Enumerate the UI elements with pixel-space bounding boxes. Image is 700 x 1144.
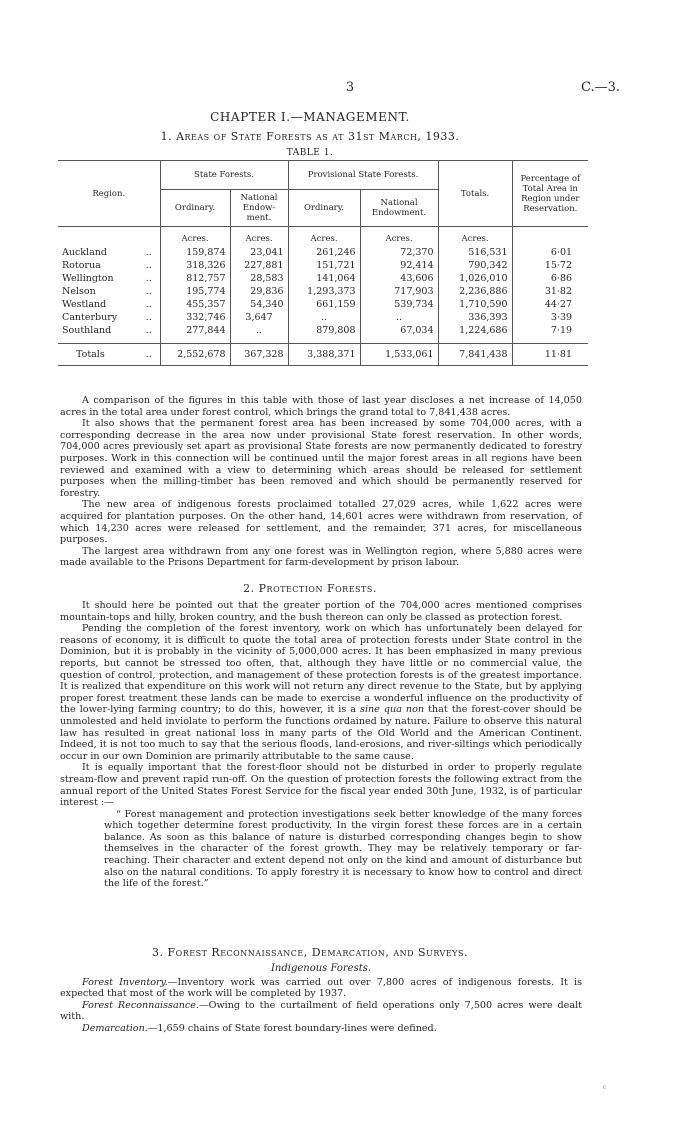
totals-row — [58, 344, 588, 366]
cell-prov-ordinary: 879,808 — [288, 324, 360, 344]
cell-ordinary: 195,774 — [160, 285, 230, 298]
unit-label: Acres. — [438, 227, 512, 247]
cell-total: 516,531 — [438, 246, 512, 259]
cell-prov-ordinary: 661,159 — [288, 298, 360, 311]
cell-region: Nelson — [62, 286, 96, 297]
unit-label: Acres. — [160, 227, 230, 247]
paragraph — [60, 1000, 582, 1023]
cell-national-endow: 28,583 — [230, 272, 288, 285]
latin-phrase: sine qua non — [360, 704, 425, 716]
unit-label: Acres. — [288, 227, 360, 247]
subsection-title: Indigenous Forests. — [270, 963, 372, 974]
header-region: Region. — [58, 161, 160, 227]
cell-percentage: 44·27 — [512, 298, 588, 311]
section-1-title: 1. Areas of State Forests as at 31st March, 1933. — [160, 130, 460, 143]
cell-prov-national-total: 1,533,061 — [360, 344, 438, 366]
cell-percentage: 6·86 — [512, 272, 588, 285]
cell-prov-national: 43,606 — [360, 272, 438, 285]
cell-prov-national: 717,903 — [360, 285, 438, 298]
section-2-body — [60, 600, 582, 890]
cell-ordinary-total: 2,552,678 — [160, 344, 230, 366]
paragraph: It is equally important that the forest-floor should not be disturbed in order to properly regulate stream-flow and prevent rapid run-off. On the question of protection forests the following extract from the annual report of the United States Forest Service for the fiscal year ended 30th June, 1932, is of particular interest :— — [60, 762, 582, 809]
item-label: Forest Inventory. — [82, 976, 168, 988]
section-1-body — [60, 395, 582, 569]
cell-region: Westland — [62, 299, 107, 310]
paragraph-text: Pending the completion of the forest inventory, work on which has unfortunately been delayed for reasons of economy, it is difficult to quote the total area of protection forests under State control in the Dominion, but it is probably in the vicinity of 5,000,000 acres. It has been emphasized in many previous reports, but cannot be stressed too often, that, although they have little or no commercial value, the question of control, protection, and management of these protection forests is of the greatest importance. It is realized that expenditure on this work will not return any direct revenue to the State, but by applying proper forest treatment these lands can be made to exercise a wonderful influence on the productivity of the lower-lying farming country; to do this, however, it is a — [60, 623, 582, 716]
cell-region: Southland — [62, 325, 112, 336]
cell-totals-label: Totals — [58, 344, 138, 366]
chapter-title: CHAPTER I.—MANAGEMENT. — [210, 110, 410, 124]
units-row — [58, 227, 588, 247]
paragraph: The new area of indigenous forests proclaimed totalled 27,029 acres, while 1,622 acres were acquired for plantation purposes. On the other hand, 14,601 acres were withdrawn from reservation, of which 14,230 acres were released for settlement, and the remainder, 371 acres, for miscellaneous purposes. — [60, 499, 582, 546]
paragraph-text: that the forest-cover should be unmolested and held inviolate to perform the functions ordained by nature. Failure to observe this natural law has resulted in great national loss in many parts of the Old World and the American Continent. Indeed, it is not too much to say that the serious floods, land-erosions, and river-siltings which periodically occur in our own Dominion are primarily attributable to the same cause. — [60, 704, 582, 762]
item-text: —1,659 chains of State forest boundary-lines were defined. — [147, 1022, 437, 1034]
cell-prov-ordinary-total: 3,388,371 — [288, 344, 360, 366]
cell-region: Auckland — [62, 247, 107, 258]
header-totals: Totals. — [438, 161, 512, 227]
cell-prov-national: .. — [360, 311, 438, 324]
table-row — [58, 298, 588, 311]
cell-prov-ordinary: 151,721 — [288, 259, 360, 272]
cell-dots: .. — [145, 325, 152, 336]
cell-total: 790,342 — [438, 259, 512, 272]
cell-percentage: 6·01 — [512, 246, 588, 259]
paragraph: It should here be pointed out that the greater portion of the 704,000 acres mentioned comprises mountain-tops and hilly, broken country, and the bush thereon can only be classed as protection forest. — [60, 600, 582, 623]
header-national-endow: National Endow-ment. — [230, 190, 288, 227]
cell-national-endow: 54,340 — [230, 298, 288, 311]
cell-percentage: 31·82 — [512, 285, 588, 298]
table-row — [58, 324, 588, 344]
cell-prov-national: 67,034 — [360, 324, 438, 344]
table-row — [58, 246, 588, 259]
paragraph — [60, 623, 582, 762]
paragraph: The largest area withdrawn from any one forest was in Wellington region, where 5,880 acres were made available to the Prisons Department for farm-development by prison labour. — [60, 545, 582, 569]
cell-total: 1,026,010 — [438, 272, 512, 285]
header-ordinary: Ordinary. — [160, 190, 230, 227]
section-3-body — [60, 961, 582, 1035]
cell-ordinary: 332,746 — [160, 311, 230, 324]
cell-region: Canterbury — [62, 312, 118, 323]
section-3-title: 3. Forest Reconnaissance, Demarcation, and Surveys. — [152, 946, 468, 959]
header-provisional: Provisional State Forests. — [288, 161, 438, 190]
cell-dots: .. — [138, 344, 160, 366]
table-row — [58, 285, 588, 298]
cell-prov-ordinary: 141,064 — [288, 272, 360, 285]
header-prov-national-endowment: National Endowment. — [360, 190, 438, 227]
page-number: 3 — [345, 80, 355, 95]
cell-region: Wellington — [62, 273, 114, 284]
cell-dots: .. — [145, 312, 152, 323]
unit-label: Acres. — [230, 227, 288, 247]
cell-percentage: 7·19 — [512, 324, 588, 344]
cell-national-endow: 227,881 — [230, 259, 288, 272]
paragraph — [60, 1023, 582, 1035]
cell-total: 2,236,886 — [438, 285, 512, 298]
table-row — [58, 259, 588, 272]
cell-ordinary: 812,757 — [160, 272, 230, 285]
cell-dots: .. — [145, 273, 152, 284]
cell-ordinary: 159,874 — [160, 246, 230, 259]
cell-percentage: 15·72 — [512, 259, 588, 272]
cell-prov-ordinary: 261,246 — [288, 246, 360, 259]
document-code: C.—3. — [580, 80, 620, 95]
cell-dots: .. — [145, 299, 152, 310]
cell-dots: .. — [145, 247, 152, 258]
margin-mark: c — [602, 1084, 606, 1091]
cell-ordinary: 455,357 — [160, 298, 230, 311]
cell-prov-ordinary: .. — [288, 311, 360, 324]
cell-prov-national: 92,414 — [360, 259, 438, 272]
cell-dots: .. — [145, 286, 152, 297]
paragraph — [60, 977, 582, 1000]
cell-national-endow: 29,836 — [230, 285, 288, 298]
item-text: —Inventory work was carried out over 7,800 acres of indigenous forests. It is expected that most of the work will be completed by 1937. — [60, 976, 582, 1000]
cell-dots: .. — [145, 260, 152, 271]
quotation: “ Forest management and protection investigations seek better knowledge of the many forces which together determine forest productivity. In the virgin forest these forces are in a certain balance. As soon as this balance of nature is disturbed corresponding changes begin to show themselves in the character of the forest growth. They may be relatively temporary or far-reaching. Their character and extent depend not only on the kind and amount of disturbance but also on the natural conditions. To apply forestry it is necessary to know how to control and direct the life of the forest.” — [104, 808, 582, 890]
cell-grand-total: 7,841,438 — [438, 344, 512, 366]
header-state-forests: State Forests. — [160, 161, 288, 190]
cell-national-endow-total: 367,328 — [230, 344, 288, 366]
item-label: Demarcation. — [82, 1022, 148, 1034]
paragraph: A comparison of the figures in this table with those of last year discloses a net increase of 14,050 acres in the total area under forest control, which brings the grand total to 7,841,438 acres. — [60, 395, 582, 418]
cell-percentage-total: 11·81 — [512, 344, 588, 366]
areas-table — [58, 160, 588, 366]
table-label: TABLE 1. — [286, 148, 334, 158]
paragraph: It also shows that the permanent forest area has been increased by some 704,000 acres, with a corresponding decrease in the area now under provisional State forest reservation. In other words, 704,000 acres previously set apart as provisional State forests are now permanently dedicated to forestry purposes. Work in this connection will be continued until the major forest areas in all regions have been reviewed and examined with a view to determining which areas should be released for settlement purposes when the milling-timber has been removed and which should be permanently reserved for forestry. — [60, 418, 582, 499]
item-text: —Owing to the curtailment of field operations only 7,500 acres were dealt with. — [60, 999, 582, 1023]
table-row — [58, 272, 588, 285]
cell-prov-national: 72,370 — [360, 246, 438, 259]
cell-national-endow: 23,041 — [230, 246, 288, 259]
cell-ordinary: 318,326 — [160, 259, 230, 272]
unit-label: Acres. — [360, 227, 438, 247]
cell-percentage: 3·39 — [512, 311, 588, 324]
cell-prov-national: 539,734 — [360, 298, 438, 311]
item-label: Forest Reconnaissance. — [82, 999, 199, 1011]
cell-total: 336,393 — [438, 311, 512, 324]
section-2-title: 2. Protection Forests. — [243, 582, 377, 595]
cell-total: 1,224,686 — [438, 324, 512, 344]
cell-prov-ordinary: 1,293,373 — [288, 285, 360, 298]
cell-national-endow: 3,647 — [230, 311, 288, 324]
table-row — [58, 311, 588, 324]
header-percentage: Percentage of Total Area in Region under Reservation. — [512, 161, 588, 227]
cell-ordinary: 277,844 — [160, 324, 230, 344]
cell-national-endow: .. — [230, 324, 288, 344]
cell-region: Rotorua — [62, 260, 101, 271]
header-prov-ordinary: Ordinary. — [288, 190, 360, 227]
cell-total: 1,710,590 — [438, 298, 512, 311]
